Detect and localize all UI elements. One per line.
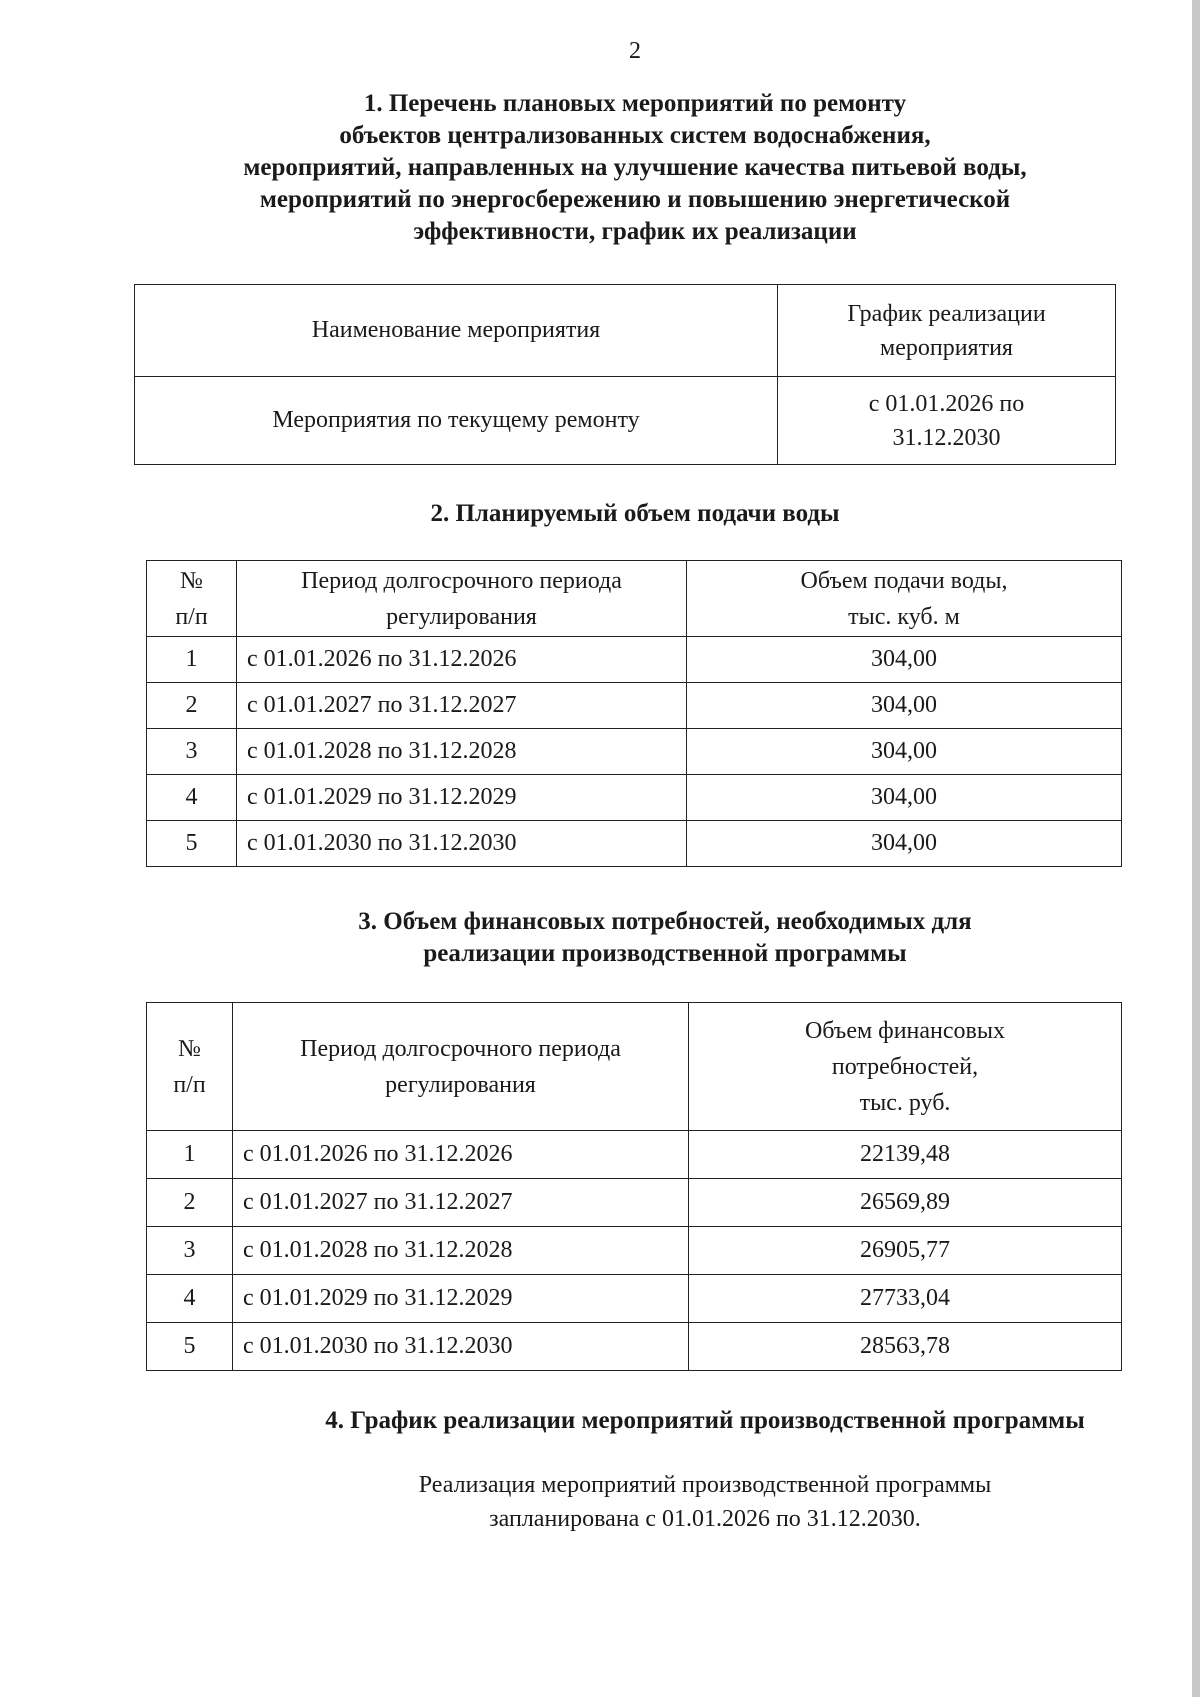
header-schedule <box>778 285 1116 377</box>
table-row <box>147 775 1122 821</box>
row-num: 5 <box>147 1323 233 1371</box>
section3-table <box>146 1002 1122 1371</box>
header-schedule-line: График реализации <box>847 300 1046 327</box>
header-period <box>237 561 687 637</box>
schedule-line: 31.12.2030 <box>892 424 1001 451</box>
row-value: 27733,04 <box>689 1275 1122 1323</box>
row-num: 4 <box>147 775 237 821</box>
header-line: регулирования <box>385 1071 536 1098</box>
table-header-row <box>147 1003 1122 1131</box>
row-num: 1 <box>147 637 237 683</box>
table-row <box>147 1275 1122 1323</box>
row-num: 3 <box>147 729 237 775</box>
row-period: с 01.01.2026 по 31.12.2026 <box>233 1131 689 1179</box>
header-line: потребностей, <box>831 1053 979 1080</box>
row-num: 1 <box>147 1131 233 1179</box>
table-header-row <box>135 285 1116 377</box>
row-period: с 01.01.2028 по 31.12.2028 <box>233 1227 689 1275</box>
table-row <box>147 683 1122 729</box>
section3-title-line: реализации производственной программы <box>423 940 907 967</box>
section4-text-line: запланирована с 01.01.2026 по 31.12.2030. <box>489 1506 921 1532</box>
header-line: Период долгосрочного периода <box>301 567 622 594</box>
section1-table <box>134 284 1116 465</box>
row-period: с 01.01.2028 по 31.12.2028 <box>237 729 687 775</box>
schedule-line: с 01.01.2026 по <box>868 390 1025 417</box>
header-line: регулирования <box>386 603 537 630</box>
row-period: с 01.01.2029 по 31.12.2029 <box>237 775 687 821</box>
row-num: 5 <box>147 821 237 867</box>
section1-title-line: эффективности, график их реализации <box>413 218 857 245</box>
section2-table <box>146 560 1122 867</box>
table-row <box>147 821 1122 867</box>
row-value: 26905,77 <box>689 1227 1122 1275</box>
section4-text-line: Реализация мероприятий производственной программы <box>418 1472 992 1498</box>
scan-edge <box>1192 0 1200 1697</box>
header-schedule-line: мероприятия <box>880 334 1013 361</box>
row-value: 304,00 <box>687 729 1122 775</box>
section1-title <box>120 88 1150 248</box>
table-row <box>135 377 1116 465</box>
row-value: 304,00 <box>687 821 1122 867</box>
row-num: 2 <box>147 1179 233 1227</box>
header-line: п/п <box>175 603 208 630</box>
header-line: тыс. руб. <box>859 1089 951 1116</box>
section3-title <box>150 906 1180 970</box>
header-line: тыс. куб. м <box>848 603 960 630</box>
header-volume <box>687 561 1122 637</box>
header-line: Период долгосрочного периода <box>300 1035 621 1062</box>
header-line: п/п <box>173 1071 206 1098</box>
row-value: 28563,78 <box>689 1323 1122 1371</box>
row-period: с 01.01.2030 по 31.12.2030 <box>237 821 687 867</box>
table-row <box>147 1323 1122 1371</box>
row-period: с 01.01.2027 по 31.12.2027 <box>237 683 687 729</box>
header-period <box>233 1003 689 1131</box>
header-line: Объем подачи воды, <box>800 567 1008 594</box>
row-period: с 01.01.2026 по 31.12.2026 <box>237 637 687 683</box>
row-value: 26569,89 <box>689 1179 1122 1227</box>
header-line: Объем финансовых <box>804 1017 1006 1044</box>
table-header-row <box>147 561 1122 637</box>
row-value: 22139,48 <box>689 1131 1122 1179</box>
table-row <box>147 1179 1122 1227</box>
header-line: № <box>180 567 203 594</box>
header-num <box>147 561 237 637</box>
row-num: 3 <box>147 1227 233 1275</box>
row-period: с 01.01.2027 по 31.12.2027 <box>233 1179 689 1227</box>
table-row <box>147 637 1122 683</box>
table-row <box>147 729 1122 775</box>
section3-title-line: 3. Объем финансовых потребностей, необходимых для <box>358 908 972 935</box>
table-row <box>147 1227 1122 1275</box>
page-number: 2 <box>629 38 641 64</box>
activity-schedule <box>778 377 1116 465</box>
header-activity-name: Наименование мероприятия <box>135 285 778 377</box>
header-line: № <box>178 1035 201 1062</box>
activity-name: Мероприятия по текущему ремонту <box>135 377 778 465</box>
row-num: 4 <box>147 1275 233 1323</box>
section1-title-line: объектов централизованных систем водоснабжения, <box>339 122 931 149</box>
row-num: 2 <box>147 683 237 729</box>
section2-title: 2. Планируемый объем подачи воды <box>430 500 840 527</box>
section4-text <box>200 1468 1200 1536</box>
section1-title-line: 1. Перечень плановых мероприятий по ремонту <box>363 90 907 117</box>
header-financial <box>689 1003 1122 1131</box>
header-num <box>147 1003 233 1131</box>
section4-title: 4. График реализации мероприятий производственной программы <box>325 1407 1085 1434</box>
section1-title-line: мероприятий по энергосбережению и повышению энергетической <box>259 186 1011 213</box>
row-period: с 01.01.2030 по 31.12.2030 <box>233 1323 689 1371</box>
table-row <box>147 1131 1122 1179</box>
row-period: с 01.01.2029 по 31.12.2029 <box>233 1275 689 1323</box>
row-value: 304,00 <box>687 683 1122 729</box>
row-value: 304,00 <box>687 637 1122 683</box>
row-value: 304,00 <box>687 775 1122 821</box>
section1-title-line: мероприятий, направленных на улучшение качества питьевой воды, <box>243 154 1027 181</box>
